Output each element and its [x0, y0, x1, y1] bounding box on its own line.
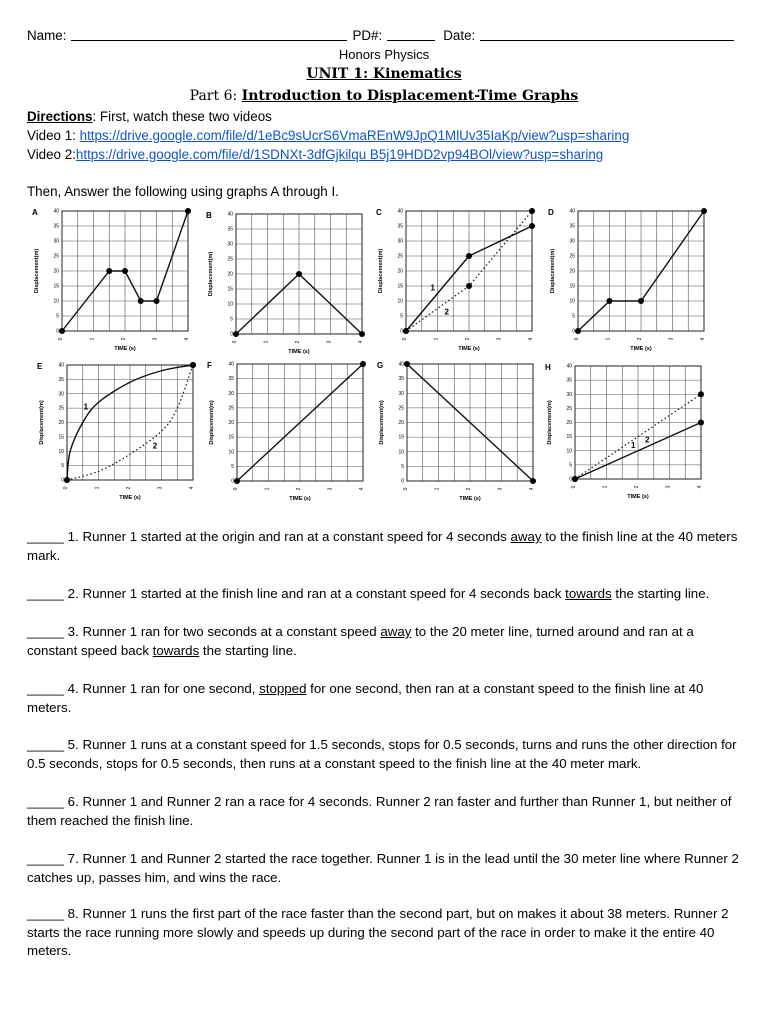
question-text: stopped: [259, 681, 307, 696]
question-text: towards: [565, 586, 612, 601]
y-tick-label: 35: [569, 223, 575, 230]
y-tick-label: 35: [397, 223, 403, 230]
y-tick-label: 5: [231, 463, 234, 470]
series-label: 1: [83, 402, 89, 412]
x-axis-label: TIME (s): [114, 346, 136, 352]
x-tick-label: 2: [296, 487, 302, 491]
unit-title: UNIT 1: Kinematics: [306, 66, 462, 82]
date-field[interactable]: [480, 28, 734, 41]
x-tick-label: 2: [466, 487, 472, 491]
y-tick-label: 20: [398, 420, 404, 426]
x-tick-label: 4: [189, 486, 195, 490]
x-tick-label: 3: [157, 486, 164, 490]
data-point: [698, 391, 704, 397]
data-point: [106, 268, 112, 274]
x-tick-label: 2: [634, 485, 640, 489]
data-point: [466, 253, 472, 259]
question-number: 5.: [63, 737, 83, 752]
x-axis-label: TIME (s): [458, 346, 480, 352]
x-axis-label: TIME (s): [288, 349, 310, 355]
answer-blank[interactable]: _____: [27, 586, 64, 601]
directions-label: Directions: [27, 109, 93, 124]
x-tick-label: 2: [126, 486, 132, 490]
pd-label: PD#:: [352, 28, 383, 43]
question-text: Runner 1 started at the finish line and ran at a constant speed for 4 seconds back: [82, 586, 566, 601]
x-tick-label: 0: [574, 337, 580, 341]
y-tick-label: 15: [569, 283, 575, 290]
answer-blank[interactable]: _____: [27, 851, 64, 866]
data-point: [572, 476, 578, 482]
y-tick-label: 5: [569, 462, 572, 469]
question-7: [27, 850, 743, 887]
question-text: for one second, then ran at a constant speed to the finish line at 40 meters.: [27, 681, 704, 715]
y-tick-label: 25: [398, 405, 404, 412]
graph-a: [28, 203, 194, 356]
y-tick-label: 30: [227, 241, 233, 248]
data-point: [154, 298, 160, 304]
x-tick-label: 0: [403, 487, 409, 491]
answer-blank[interactable]: _____: [27, 737, 64, 752]
question-5: [27, 736, 743, 773]
y-axis-label: Displacement(m): [34, 248, 40, 294]
y-tick-label: 5: [572, 313, 575, 320]
graph-e: [33, 357, 199, 505]
y-tick-label: 5: [56, 313, 59, 320]
x-tick-label: 3: [496, 337, 503, 341]
data-point: [59, 328, 65, 334]
x-tick-label: 1: [94, 486, 101, 490]
y-tick-label: 20: [569, 268, 575, 275]
graph-h: [541, 358, 707, 504]
x-tick-label: 2: [637, 337, 643, 341]
data-point: [466, 283, 472, 289]
y-tick-label: 10: [398, 449, 404, 456]
y-tick-label: 10: [227, 301, 233, 308]
data-point: [638, 298, 644, 304]
y-tick-label: 20: [58, 420, 64, 426]
graph-letter: C: [376, 208, 382, 217]
x-tick-label: 1: [605, 337, 612, 341]
y-axis-label: Displacement(m): [379, 400, 385, 445]
y-tick-label: 40: [566, 363, 572, 370]
question-text: away: [510, 529, 542, 544]
series-label: 2: [645, 435, 650, 445]
y-tick-label: 10: [228, 449, 234, 456]
data-point: [575, 328, 581, 334]
data-point: [360, 361, 366, 367]
y-tick-label: 0: [401, 478, 404, 485]
graph-f: [203, 356, 369, 506]
data-point: [701, 208, 707, 214]
x-tick-label: 0: [232, 340, 238, 344]
question-text: the starting line.: [199, 642, 297, 658]
question-3: [27, 623, 743, 660]
y-tick-label: 40: [398, 361, 404, 368]
x-tick-label: 1: [263, 340, 270, 344]
y-tick-label: 10: [397, 298, 403, 305]
y-tick-label: 30: [398, 390, 404, 397]
name-label: Name:: [27, 28, 67, 43]
question-number: 7.: [63, 851, 83, 866]
graph-letter: G: [377, 361, 384, 370]
y-tick-label: 10: [53, 298, 59, 305]
graph-letter: D: [548, 208, 554, 217]
x-tick-label: 1: [434, 487, 441, 491]
y-tick-label: 40: [569, 208, 575, 215]
x-tick-label: 0: [571, 485, 577, 489]
video1-label: Video 1:: [27, 128, 80, 143]
directions: [27, 109, 272, 124]
data-point: [529, 208, 535, 214]
question-text: Runner 1 runs the first part of the race faster than the second part, but on makes it about 38 meters. Runner 2 starts the race running more slowly and speeds up during the second part of the race in order to make it the entire 40 meters.: [27, 906, 729, 958]
x-tick-label: 0: [58, 337, 64, 341]
question-text: to the 20 meter line, turned around and ran at a constant speed back: [27, 624, 694, 658]
data-point: [698, 420, 704, 426]
y-tick-label: 0: [56, 328, 59, 335]
y-tick-label: 15: [566, 434, 572, 441]
question-1: [27, 528, 743, 565]
answer-blank[interactable]: _____: [27, 624, 64, 639]
y-tick-label: 30: [566, 391, 572, 398]
question-text: Runner 1 ran for two seconds at a constant speed: [82, 624, 381, 639]
x-tick-label: 1: [89, 337, 96, 341]
x-axis-label: TIME (s): [459, 496, 481, 502]
y-tick-label: 30: [569, 238, 575, 245]
x-axis-label: TIME (s): [627, 494, 649, 500]
data-point: [359, 331, 365, 337]
data-point: [234, 478, 240, 484]
question-text: Runner 1 ran for one second,: [82, 681, 260, 696]
graph-g: [373, 356, 539, 506]
answer-blank[interactable]: _____: [27, 794, 64, 809]
graph-c: [372, 203, 538, 356]
y-axis-label: Displacement(m): [547, 400, 553, 445]
video2-line: [27, 147, 603, 162]
y-tick-label: 30: [58, 391, 64, 398]
graph-letter: B: [206, 211, 212, 220]
y-tick-label: 30: [397, 238, 403, 245]
y-tick-label: 15: [227, 286, 233, 293]
graph-d: [544, 203, 710, 356]
data-point: [138, 298, 144, 304]
y-tick-label: 35: [53, 223, 59, 230]
question-text: Runner 1 and Runner 2 started the race together. Runner 1 is in the lead until the 30 meter line where Runner 2 catches up, passes him, and wins the race.: [27, 851, 739, 885]
y-axis-label: Displacement(m): [378, 248, 384, 294]
y-tick-label: 15: [228, 434, 234, 441]
question-number: 2.: [63, 586, 83, 601]
x-axis-label: TIME (s): [289, 496, 311, 502]
video1-line: [27, 128, 629, 143]
question-text: to the finish line at the 40 meters mark.: [27, 529, 738, 563]
question-number: 6.: [63, 794, 83, 809]
y-tick-label: 35: [228, 376, 234, 383]
series-label: 2: [444, 307, 449, 317]
x-tick-label: 3: [152, 337, 159, 341]
data-point: [529, 223, 535, 229]
y-tick-label: 15: [397, 283, 403, 290]
y-tick-label: 25: [569, 253, 575, 260]
part-prefix: Part 6:: [189, 88, 242, 104]
question-number: 4.: [63, 681, 83, 696]
x-tick-label: 1: [602, 485, 609, 489]
question-number: 1.: [63, 529, 83, 544]
x-tick-label: 4: [359, 487, 365, 491]
graph-letter: H: [545, 363, 551, 372]
y-tick-label: 10: [58, 448, 64, 455]
x-tick-label: 4: [529, 487, 535, 491]
y-tick-label: 10: [569, 298, 575, 305]
x-tick-label: 4: [528, 337, 534, 341]
y-tick-label: 15: [53, 283, 59, 290]
data-point: [122, 268, 128, 274]
question-8: [27, 905, 743, 961]
data-point: [64, 477, 70, 483]
part-name: Introduction to Displacement-Time Graphs: [241, 88, 579, 104]
graph-letter: A: [32, 208, 38, 217]
y-tick-label: 0: [400, 328, 403, 335]
y-tick-label: 5: [61, 463, 64, 470]
x-tick-label: 4: [697, 485, 703, 489]
x-tick-label: 3: [326, 340, 333, 344]
y-tick-label: 40: [53, 208, 59, 215]
y-tick-label: 35: [398, 376, 404, 383]
question-number: 3.: [63, 624, 83, 639]
y-tick-label: 0: [61, 477, 64, 484]
answer-blank[interactable]: _____: [27, 681, 64, 696]
y-axis-label: Displacement(m): [550, 248, 556, 294]
y-tick-label: 0: [231, 478, 234, 485]
y-tick-label: 25: [566, 405, 572, 412]
y-tick-label: 30: [228, 390, 234, 397]
x-tick-label: 0: [63, 486, 69, 490]
y-tick-label: 5: [401, 463, 404, 470]
y-tick-label: 35: [566, 377, 572, 384]
y-tick-label: 40: [397, 208, 403, 215]
name-field[interactable]: [71, 28, 347, 41]
y-tick-label: 20: [53, 268, 59, 275]
y-tick-label: 5: [400, 313, 403, 320]
question-text: Runner 1 started at the origin and ran at a constant speed for 4 seconds: [82, 529, 511, 544]
x-tick-label: 0: [402, 337, 408, 341]
question-6: [27, 793, 743, 830]
x-tick-label: 2: [465, 337, 471, 341]
y-tick-label: 40: [228, 361, 234, 368]
y-tick-label: 40: [227, 211, 233, 218]
answer-blank[interactable]: _____: [27, 529, 64, 544]
part-title: [0, 88, 768, 104]
then-instructions: Then, Answer the following using graphs A through I.: [27, 184, 339, 199]
question-2: [27, 585, 743, 604]
x-tick-label: 0: [233, 487, 239, 491]
y-tick-label: 20: [566, 420, 572, 426]
video2-label: Video 2:: [27, 147, 76, 162]
data-point: [185, 208, 191, 214]
date-label: Date:: [443, 28, 476, 43]
graph-letter: E: [37, 362, 43, 371]
y-tick-label: 0: [569, 476, 572, 483]
y-tick-label: 25: [227, 256, 233, 263]
data-point: [607, 298, 613, 304]
series-label: 1: [430, 283, 435, 293]
y-tick-label: 15: [398, 434, 404, 441]
y-tick-label: 35: [227, 226, 233, 233]
y-tick-label: 15: [58, 434, 64, 441]
y-tick-label: 5: [230, 316, 233, 323]
y-tick-label: 0: [230, 331, 233, 338]
y-tick-label: 20: [227, 271, 233, 278]
question-text: away: [380, 624, 412, 639]
x-tick-label: 3: [497, 487, 504, 491]
y-tick-label: 0: [572, 328, 575, 335]
x-axis-label: TIME (s): [630, 346, 652, 352]
graph-b: [202, 206, 368, 359]
pd-field[interactable]: [387, 28, 435, 41]
data-point: [403, 328, 409, 334]
question-text: towards: [152, 642, 200, 658]
x-tick-label: 3: [668, 337, 675, 341]
graph-letter: F: [207, 361, 212, 370]
data-point: [190, 362, 196, 368]
y-tick-label: 25: [58, 405, 64, 412]
y-tick-label: 10: [566, 448, 572, 455]
x-tick-label: 1: [433, 337, 440, 341]
y-tick-label: 25: [53, 253, 59, 260]
data-point: [404, 361, 410, 367]
question-text: the starting line.: [611, 586, 710, 601]
y-tick-label: 35: [58, 376, 64, 383]
x-tick-label: 3: [327, 487, 334, 491]
y-tick-label: 20: [228, 420, 234, 426]
x-tick-label: 4: [358, 340, 364, 344]
x-tick-label: 3: [665, 485, 672, 489]
x-tick-label: 2: [295, 340, 301, 344]
data-point: [233, 331, 239, 337]
question-4: [27, 680, 743, 717]
x-axis-label: TIME (s): [119, 495, 141, 501]
y-axis-label: Displacement(m): [209, 400, 215, 445]
series-label: 2: [152, 441, 158, 451]
video2-link[interactable]: https://drive.google.com/file/d/1SDNXt-3dfGjkilqu B5j19HDD2vp94BOl/view?usp=sharing: [75, 147, 604, 162]
series-label: 1: [631, 440, 636, 450]
video1-link[interactable]: https://drive.google.com/file/d/1eBc9sUcrS6VmaREnW9JpQ1MlUv35IaKp/view?usp=sharing: [79, 128, 630, 143]
directions-text: : First, watch these two videos: [92, 109, 272, 124]
name-line: [27, 28, 741, 43]
y-tick-label: 25: [397, 253, 403, 260]
y-axis-label: Displacement(m): [39, 400, 45, 445]
question-number: 8.: [63, 906, 83, 921]
x-tick-label: 4: [700, 337, 706, 341]
x-tick-label: 4: [184, 337, 190, 341]
y-tick-label: 40: [58, 362, 64, 369]
y-axis-label: Displacement(m): [208, 251, 214, 297]
x-tick-label: 1: [264, 487, 271, 491]
question-text: Runner 1 runs at a constant speed for 1.5 seconds, stops for 0.5 seconds, turns and runs the other direction for 0.5 seconds, stops for 0.5 seconds, then runs at a constant speed to the finish line at the 40 meter mark.: [27, 737, 737, 771]
question-text: Runner 1 and Runner 2 ran a race for 4 seconds. Runner 2 ran faster and further than Runner 1, but neither of them reached the finish line.: [27, 794, 732, 828]
x-tick-label: 2: [121, 337, 127, 341]
y-tick-label: 30: [53, 238, 59, 245]
data-point: [530, 478, 536, 484]
y-tick-label: 25: [228, 405, 234, 412]
y-tick-label: 20: [397, 268, 403, 275]
data-point: [296, 271, 302, 277]
answer-blank[interactable]: _____: [27, 906, 64, 921]
course-name: Honors Physics: [338, 47, 430, 62]
